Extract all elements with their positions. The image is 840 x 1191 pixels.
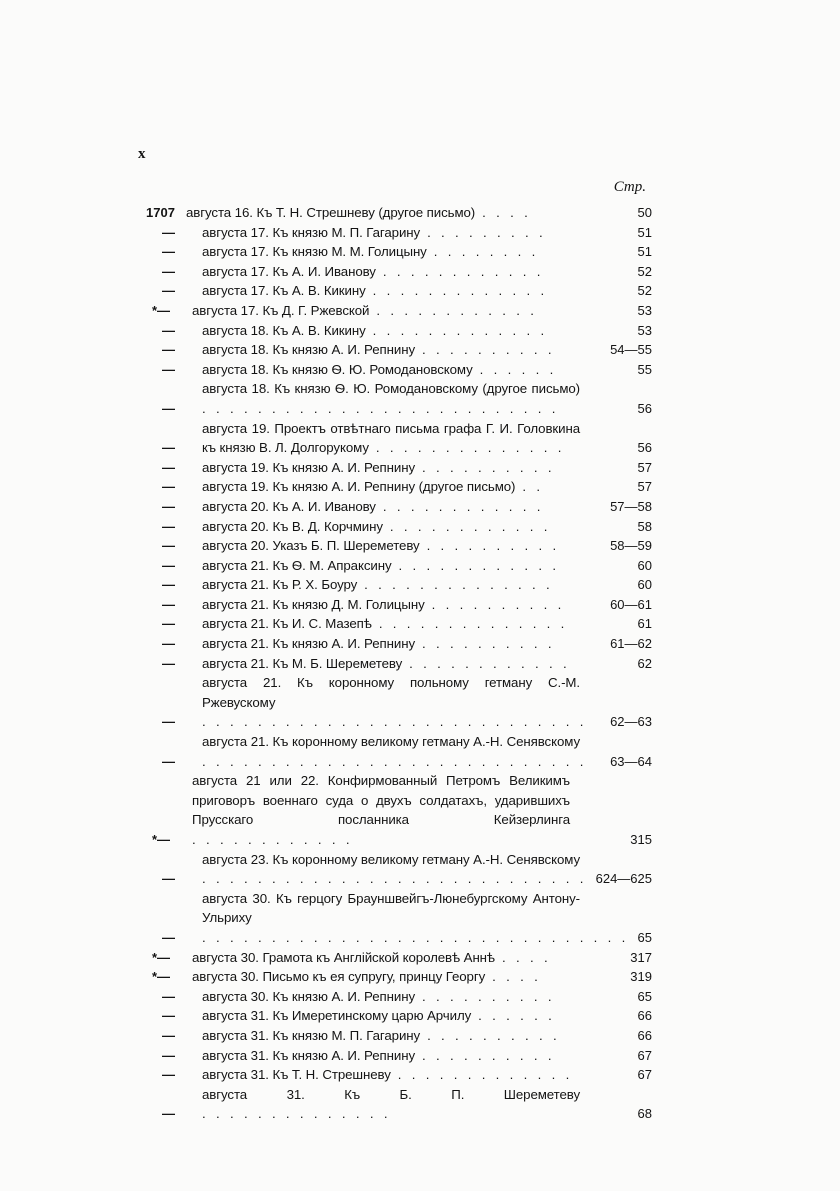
toc-entry-text: августа 30. Письмо къ ея супругу, принцу Георгу	[192, 969, 486, 985]
toc-entry-leader-dots: . . . . . . . . . .	[415, 988, 555, 1004]
toc-entry	[146, 889, 652, 948]
toc-entry-year: —	[162, 753, 175, 769]
toc-entry-page: 66	[637, 1027, 652, 1043]
toc-entry-leader-dots: . . . . . . . . . . . . .	[365, 283, 548, 299]
toc-entry-year: —	[162, 929, 175, 945]
toc-entry-title	[202, 340, 580, 360]
toc-entry-text: августа 21. Къ И. С. Мазепѣ	[202, 616, 372, 632]
toc-entry-title	[202, 1046, 580, 1066]
toc-entry-title	[202, 281, 580, 301]
toc-entry-title	[202, 556, 580, 576]
toc-entry	[146, 1026, 652, 1046]
toc-entry-year: —	[162, 1027, 175, 1043]
toc-entry-page: 60	[637, 577, 652, 593]
toc-entry-text: августа 18. Къ князю А. И. Репнину	[202, 342, 415, 358]
toc-entry-text: августа 21. Къ Ѳ. М. Апраксину	[202, 557, 392, 573]
page-column-header: Стр.	[613, 179, 646, 195]
toc-entry-page: 50	[637, 205, 652, 220]
toc-entry	[146, 673, 652, 732]
toc-entry-page: 62	[637, 655, 652, 671]
toc-entry	[146, 321, 652, 341]
toc-entry-page: 55	[637, 361, 652, 377]
toc-entry	[146, 1046, 652, 1066]
toc-entry-leader-dots: . . . . . . . . . .	[424, 596, 565, 612]
toc-entry-title	[202, 595, 580, 615]
toc-entry-title	[202, 850, 587, 889]
toc-entry-page: 53	[637, 322, 652, 338]
toc-entry-text: августа 19. Проектъ отвѣтнаго письма графа Г. И. Головкина къ князю В. Л. Долгорукому	[202, 420, 580, 456]
toc-entry	[146, 1085, 652, 1124]
toc-entry-title	[202, 889, 629, 948]
toc-entry-text: августа 31. Къ Имеретинскому царю Арчилу	[202, 1008, 472, 1024]
toc-entry-year: —	[162, 518, 175, 534]
toc-entry-leader-dots: . . . . . .	[472, 361, 557, 377]
toc-entry-year: —	[162, 1008, 175, 1024]
toc-entry-leader-dots: . . . . . . . . .	[420, 224, 546, 240]
toc-entry-year: —	[162, 577, 175, 593]
toc-entry-page: 57	[637, 459, 652, 475]
toc-entry-page: 624—625	[595, 871, 652, 887]
toc-entry-year: *—	[152, 302, 171, 318]
toc-entry-page: 52	[637, 263, 652, 279]
toc-entry-page: 52	[637, 283, 652, 299]
toc-entry-title	[202, 262, 580, 282]
toc-entry-year: 1707	[146, 205, 175, 220]
toc-entry-title	[202, 614, 580, 634]
toc-entry-leader-dots: . . . . . . . . . . . . . . . . . . . . . . . . . . . . . . .	[202, 929, 629, 945]
toc-entry-title	[202, 732, 587, 771]
toc-entry-leader-dots: . . . .	[475, 205, 532, 220]
toc-entry	[146, 771, 652, 849]
toc-entry	[146, 281, 652, 301]
toc-entry-year: —	[162, 479, 175, 495]
toc-entry-title	[202, 321, 580, 341]
toc-entry-page: 60	[637, 557, 652, 573]
toc-entry-text: августа 30. Грамота къ Англійской королевѣ Аннѣ	[192, 949, 495, 965]
toc-entry	[146, 987, 652, 1007]
toc-entry-year: —	[162, 1047, 175, 1063]
toc-entry	[146, 360, 652, 380]
toc-entry-text: августа 16. Къ Т. Н. Стрешневу (другое письмо)	[186, 205, 476, 220]
toc-entry-page: 54—55	[610, 342, 652, 358]
toc-entry-page: 58—59	[610, 538, 652, 554]
toc-entry-year: —	[162, 322, 175, 338]
toc-entry-text: августа 20. Къ А. И. Иванову	[202, 498, 376, 514]
toc-entry-title	[192, 967, 570, 987]
toc-entry-title	[202, 242, 580, 262]
toc-entry-text: августа 21. Къ князю Д. М. Голицыну	[202, 596, 425, 612]
toc-entry-text: августа 17. Къ князю М. М. Голицыну	[202, 244, 427, 260]
toc-entry-title	[202, 987, 580, 1007]
toc-entry-text: августа 21. Къ коронному польному гетману С.-М. Ржевускому	[202, 675, 580, 710]
toc-entry-leader-dots: . . . . . . . . . . . .	[382, 518, 551, 534]
toc-entry-year: —	[162, 440, 175, 456]
toc-entry-page: 51	[637, 244, 652, 260]
toc-entry-leader-dots: . . . . . . . . . .	[420, 1027, 560, 1043]
toc-entry-leader-dots: . . . . . . . . . . . .	[369, 302, 538, 318]
toc-entry-year: *—	[152, 949, 171, 965]
toc-entry-title	[202, 634, 580, 654]
toc-entry-leader-dots: . .	[515, 479, 544, 495]
toc-entry-year: —	[162, 714, 175, 730]
toc-entry	[146, 595, 652, 615]
toc-entry-year: —	[162, 224, 175, 240]
toc-entry-year: —	[162, 596, 175, 612]
toc-entry-text: августа 23. Къ коронному великому гетману А.-Н. Сенявскому	[202, 851, 580, 867]
toc-entry-text: августа 31. Къ Б. П. Шереметеву	[202, 1086, 580, 1102]
page-number: x	[138, 146, 146, 162]
toc-entry-leader-dots: . . . . . . . . . . . . . .	[368, 440, 565, 456]
toc-entry	[146, 340, 652, 360]
toc-entry-leader-dots: . . . . . . . . . .	[415, 459, 555, 475]
toc-entry	[146, 575, 652, 595]
toc-entry-year: —	[162, 538, 175, 554]
toc-entry-text: августа 21. Къ М. Б. Шереметеву	[202, 655, 403, 671]
toc-entry-text: августа 30. Къ герцогу Брауншвейгъ-Люнебургскому Антону-Ульриху	[202, 890, 580, 926]
toc-entry-page: 57	[637, 479, 652, 495]
toc-entry-page: 60—61	[610, 596, 652, 612]
toc-entry	[146, 634, 652, 654]
toc-entry-leader-dots: . . . . . . . . . . . . . . . . . . . . . . . . . .	[202, 400, 559, 416]
toc-entry-title	[202, 654, 580, 674]
toc-entry-leader-dots: . . . . . . . . . . . . . .	[371, 616, 568, 632]
toc-entry	[146, 477, 652, 497]
toc-entry-leader-dots: . . . . . . . . . . . .	[391, 557, 560, 573]
toc-entry-title	[202, 1026, 580, 1046]
toc-entry	[146, 732, 652, 771]
toc-entry-title	[192, 771, 570, 849]
toc-entry	[146, 614, 652, 634]
toc-entry-year: —	[162, 871, 175, 887]
toc-entry	[146, 654, 652, 674]
toc-entry-year: —	[162, 244, 175, 260]
toc-entry-page: 65	[637, 929, 652, 945]
toc-entry	[146, 223, 652, 243]
toc-entry-year: *—	[152, 832, 171, 847]
toc-entry-leader-dots: . . . . . . . . . . . .	[375, 498, 544, 514]
toc-entry-text: августа 19. Къ князю А. И. Репнину (другое письмо)	[202, 479, 516, 495]
toc-entry-page: 56	[637, 400, 652, 416]
toc-entry-page: 319	[630, 969, 652, 985]
toc-entry-title	[202, 517, 580, 537]
toc-entry-year: *—	[152, 969, 171, 985]
toc-entry-page: 66	[637, 1008, 652, 1024]
toc-entry-text: августа 20. Къ В. Д. Корчмину	[202, 518, 383, 534]
toc-entry-year: —	[162, 459, 175, 475]
toc-entry-title	[202, 1085, 580, 1124]
toc-entry-year: —	[162, 1106, 175, 1122]
toc-entry-title	[202, 477, 580, 497]
toc-entry-leader-dots: . . . .	[494, 949, 551, 965]
toc-entry-year: —	[162, 988, 175, 1004]
toc-entry-year: —	[162, 361, 175, 377]
toc-entry	[146, 967, 652, 987]
toc-entry-leader-dots: . . . . . . . . . . . . . . . . . . . . . . . . . . . .	[202, 871, 587, 887]
toc-entry	[146, 948, 652, 968]
toc-entry-title	[202, 673, 587, 732]
toc-entry-page: 63—64	[610, 753, 652, 769]
toc-entry-year: —	[162, 636, 175, 652]
toc-entry	[146, 497, 652, 517]
toc-entry-text: августа 18. Къ А. В. Кикину	[202, 322, 366, 338]
toc-entry-title	[202, 497, 580, 517]
toc-entry-page: 67	[637, 1047, 652, 1063]
table-of-contents	[146, 203, 652, 1124]
toc-entry-title	[202, 419, 580, 458]
toc-entry-page: 315	[630, 832, 652, 847]
toc-entry-page: 317	[630, 949, 652, 965]
toc-entry-title	[186, 203, 564, 223]
toc-entry	[146, 301, 652, 321]
toc-entry-title	[202, 1065, 580, 1085]
toc-entry-leader-dots: . . . . . . . . . . . . . . . . . . . . . . . . . . . .	[202, 753, 587, 769]
toc-entry-title	[192, 948, 570, 968]
toc-entry	[146, 536, 652, 556]
toc-entry-leader-dots: . . . . . . . . . .	[415, 342, 555, 358]
toc-entry-text: августа 17. Къ князю М. П. Гагарину	[202, 224, 421, 240]
toc-entry-year: —	[162, 498, 175, 514]
toc-entry-text: августа 21. Къ коронному великому гетману А.-Н. Сенявскому	[202, 734, 580, 750]
toc-entry	[146, 203, 652, 223]
toc-entry-text: августа 17. Къ Д. Г. Ржевской	[192, 302, 370, 318]
toc-entry	[146, 379, 652, 418]
toc-entry-page: 61	[637, 616, 652, 632]
toc-entry-page: 51	[637, 224, 652, 240]
toc-entry-leader-dots: . . . . . .	[471, 1008, 556, 1024]
toc-entry-leader-dots: . . . . . . . . . . . . .	[365, 322, 548, 338]
toc-entry-year: —	[162, 283, 175, 299]
toc-entry-text: августа 17. Къ А. В. Кикину	[202, 283, 366, 299]
toc-entry-text: августа 21. Къ Р. Х. Боуру	[202, 577, 358, 593]
toc-entry-page: 53	[637, 302, 652, 318]
toc-entry-leader-dots: . . . . . . . .	[426, 244, 539, 260]
toc-entry-page: 57—58	[610, 498, 652, 514]
toc-entry-leader-dots: . . . . . . . . . . . . . .	[357, 577, 554, 593]
toc-entry-text: августа 31. Къ Т. Н. Стрешневу	[202, 1067, 391, 1083]
toc-entry-title	[202, 575, 580, 595]
toc-entry	[146, 850, 652, 889]
toc-entry-leader-dots: . . . . . . . . . .	[415, 1047, 555, 1063]
toc-entry-year: —	[162, 263, 175, 279]
toc-entry-title	[202, 223, 580, 243]
toc-entry-page: 65	[637, 988, 652, 1004]
toc-entry-title	[202, 1006, 580, 1026]
toc-entry	[146, 262, 652, 282]
toc-entry-leader-dots: . . . . . . . . . . . .	[192, 832, 353, 847]
toc-entry-text: августа 21. Къ князю А. И. Репнину	[202, 636, 415, 652]
toc-entry-text: августа 20. Указъ Б. П. Шереметеву	[202, 538, 420, 554]
toc-entry-title	[202, 458, 580, 478]
toc-entry-leader-dots: . . . . . . . . . . . . . . . . . . . . . . . . . . . .	[202, 714, 587, 730]
toc-entry-page: 67	[637, 1067, 652, 1083]
toc-entry-year: —	[162, 616, 175, 632]
toc-entry-page: 62—63	[610, 714, 652, 730]
toc-entry-page: 58	[637, 518, 652, 534]
toc-entry-leader-dots: . . . . . . . . . . . .	[402, 655, 570, 671]
toc-entry-year: —	[162, 342, 175, 358]
toc-entry-text: августа 21 или 22. Конфирмованный Петромъ Великимъ приговоръ военнаго суда о двухъ солдатахъ, ударившихъ Прусскаго посланника Кейзерлинга	[192, 773, 570, 828]
toc-entry-leader-dots: . . . . . . . . . .	[415, 636, 555, 652]
toc-entry-text: августа 19. Къ князю А. И. Репнину	[202, 459, 415, 475]
toc-entry	[146, 556, 652, 576]
toc-entry-leader-dots: . . . . . . . . . . . . . .	[202, 1106, 391, 1122]
toc-entry-year: —	[162, 1067, 175, 1083]
toc-entry	[146, 419, 652, 458]
toc-entry-page: 68	[637, 1106, 652, 1122]
toc-entry-year: —	[162, 557, 175, 573]
toc-entry-leader-dots: . . . .	[485, 969, 542, 985]
toc-entry-text: августа 18. Къ князю Ѳ. Ю. Ромодановскому	[202, 361, 473, 377]
toc-entry	[146, 1006, 652, 1026]
toc-entry-text: августа 18. Къ князю Ѳ. Ю. Ромодановскому (другое письмо)	[202, 381, 580, 397]
toc-entry-leader-dots: . . . . . . . . . .	[419, 538, 560, 554]
toc-entry-leader-dots: . . . . . . . . . . . .	[375, 263, 544, 279]
toc-entry	[146, 517, 652, 537]
toc-entry-page: 61—62	[610, 636, 652, 652]
toc-entry	[146, 458, 652, 478]
toc-entry-text: августа 31. Къ князю А. И. Репнину	[202, 1047, 415, 1063]
toc-entry-title	[202, 536, 580, 556]
toc-entry-page: 56	[637, 440, 652, 456]
toc-entry-year: —	[162, 400, 175, 416]
toc-entry-title	[192, 301, 570, 321]
toc-entry-title	[202, 379, 580, 418]
toc-entry-text: августа 30. Къ князю А. И. Репнину	[202, 988, 415, 1004]
toc-entry-year: —	[162, 655, 175, 671]
toc-entry-text: августа 17. Къ А. И. Иванову	[202, 263, 376, 279]
toc-entry-leader-dots: . . . . . . . . . . . . .	[390, 1067, 573, 1083]
toc-entry-title	[202, 360, 580, 380]
toc-entry	[146, 1065, 652, 1085]
toc-entry-text: августа 31. Къ князю М. П. Гагарину	[202, 1027, 421, 1043]
toc-entry	[146, 242, 652, 262]
